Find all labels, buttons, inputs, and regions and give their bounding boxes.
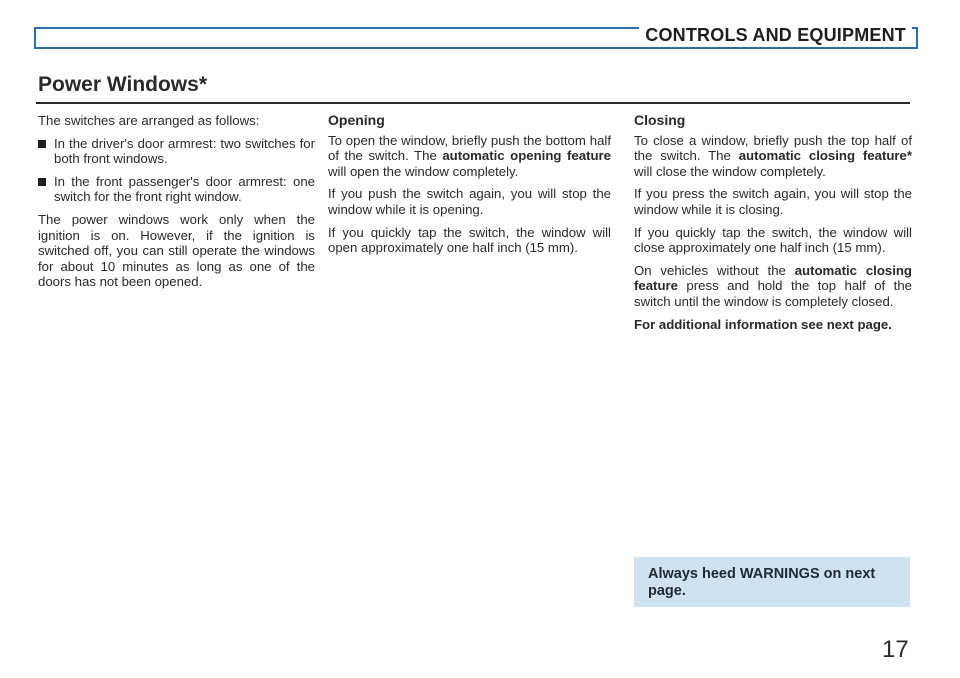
feature-term: automatic closing feature* [738, 148, 912, 164]
opening-paragraph-3: If you quickly tap the switch, the window will open approximately one half inch (15 mm). [328, 224, 611, 256]
section-divider [36, 102, 910, 104]
opening-paragraph-1: To open the window, briefly push the bottom half of the switch. The automatic opening feature will open the window completely. [328, 132, 611, 179]
feature-term: automatic opening feature [442, 148, 611, 164]
column-intro [38, 113, 315, 297]
closing-heading: Closing [634, 112, 686, 128]
closing-paragraph-4: On vehicles without the automatic closing feature press and hold the top half of the switch until the window is completely closed. [634, 262, 912, 309]
opening-heading: Opening [328, 112, 385, 128]
column-closing [634, 113, 912, 339]
closing-paragraph-1: To close a window, briefly push the top half of the switch. The automatic closing feature* will close the window completely. [634, 132, 912, 179]
chapter-title: CONTROLS AND EQUIPMENT [639, 25, 912, 46]
section-title: Power Windows* [38, 73, 207, 96]
warning-box: Always heed WARNINGS on next page. [634, 557, 910, 607]
page-number: 17 [882, 636, 909, 663]
list-item: In the driver's door armrest: two switches for both front windows. [38, 136, 315, 167]
feature-term: automatic closing feature [634, 262, 912, 294]
intro-text: The switches are arranged as follows: [38, 113, 260, 128]
closing-paragraph-3: If you quickly tap the switch, the window will close approximately one half inch (15 mm). [634, 224, 912, 256]
opening-paragraph-2: If you push the switch again, you will stop the window while it is opening. [328, 186, 611, 217]
list-item: In the front passenger's door armrest: one switch for the front right window. [38, 174, 315, 205]
column-opening [328, 113, 611, 263]
see-next-page-note: For additional information see next page. [634, 316, 892, 332]
ignition-paragraph: The power windows work only when the ignition is on. However, if the ignition is switched off, you can still operate the windows for about 10 minutes as long as one of the doors has not been opened. [38, 211, 315, 290]
closing-paragraph-2: If you press the switch again, you will stop the window while it is closing. [634, 186, 912, 217]
